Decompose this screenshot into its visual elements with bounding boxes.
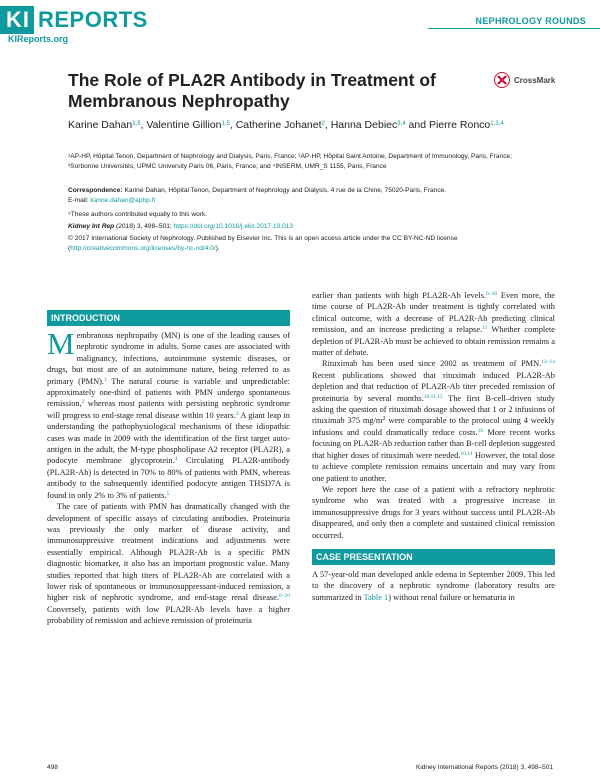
- author[interactable]: Karine Dahan: [68, 119, 133, 131]
- text: A giant leap in understanding the pathophysiological mechanisms of these idiopathic cases was made in 2009 with the identification of the first target auto-antigen in the adult, the M-type phospholipase A2 receptor (PLA2R), a podocyte membrane glycoprotein.: [47, 410, 290, 466]
- superscript: 2: [382, 416, 386, 423]
- crossmark-label: CrossMark: [514, 75, 556, 85]
- author-sup: 1,5: [221, 121, 230, 127]
- crossmark-badge[interactable]: [494, 72, 555, 88]
- logo-ki: KI: [0, 6, 34, 34]
- correspondence: [68, 186, 540, 206]
- author-list: Karine Dahan$^{1,5}$, Valentine Gillion$^{1,5}$, Catherine Johanet$^2$, Hanna Debiec$^{3,4}$ and Pierre Ronco$^{1,3,4}$: [68, 119, 504, 131]
- author-sup: 3,4: [397, 121, 406, 127]
- journal-header: [0, 0, 600, 46]
- crossmark-icon: [494, 72, 510, 88]
- text: whereas most patients with persisting nephrotic syndrome will progress to end-stage renal disease within 10 years.: [47, 399, 290, 420]
- correspondence-text: Karine Dahan, Hôpital Tenon, Department of Nephrology and Dialysis, 4 rue de la Chine, 75020-Paris, France.: [124, 187, 447, 194]
- author[interactable]: Catherine Johanet: [235, 119, 322, 131]
- author-and: and: [408, 119, 427, 131]
- email-link[interactable]: karine.dahan@aphp.fr: [90, 197, 156, 204]
- text: More recent works focusing on PLA2R-Ab reduction rather than B-cell depletion suggested that higher doses of rituximab were needed.: [312, 427, 555, 460]
- article-title: The Role of PLA2R Antibody in Treatment of Membranous Nephropathy: [68, 70, 436, 111]
- text: A 57-year-old man developed ankle edema in September 2009. This led to the discovery of a nephrotic syndrome (laboratory results are summarized in: [312, 569, 555, 602]
- text: embranous nephropathy (MN) is one of the leading causes of nephrotic syndrome in adults. Some cases are associated with malignancy, infections, autoimmune systemic diseases, or drugs, but most are of an autoimmune nature, being referred to as primary (PMN).: [47, 331, 290, 386]
- doi-link[interactable]: https://doi.org/10.1016/j.ekir.2017.10.013: [173, 223, 294, 230]
- author[interactable]: Hanna Debiec: [330, 119, 398, 131]
- ref-link[interactable]: 11: [482, 325, 488, 332]
- text: earlier than patients with high PLA2R-Ab levels.: [312, 291, 487, 300]
- license: [68, 234, 540, 254]
- left-column: [47, 310, 290, 627]
- section-heading-introduction: INTRODUCTION: [47, 310, 290, 326]
- ref-link[interactable]: 16: [477, 427, 484, 434]
- citation-journal: Kidney Int Rep: [68, 223, 115, 230]
- text: Whether complete depletion of PLA2R-Ab must be achieved to obtain remission remains a matter of debate.: [312, 325, 555, 358]
- table-link[interactable]: Table 1: [363, 592, 389, 602]
- text: Conversely, patients with low PLA2R-Ab levels have a higher probability of remission and achieve remission of proteinuria: [47, 604, 290, 626]
- intro-paragraph-2: [47, 501, 290, 626]
- text: Even more, the time course of PLA2R-Ab under treatment is tightly correlated with clinical outcome, with a decrease of PLA2R-Ab predicting clinical remission, and an increase predicting a relapse.: [312, 291, 555, 335]
- ref-link[interactable]: 3: [235, 410, 239, 417]
- correspondence-label: Correspondence:: [68, 187, 123, 194]
- author-sup: 1,5: [132, 121, 141, 127]
- ref-link[interactable]: 5: [166, 490, 170, 497]
- text: However, the total dose to achieve complete remission remains uncertain and may vary from one patient to another.: [312, 450, 556, 483]
- text: Rituximab has been used since 2002 as treatment of PMN.: [322, 359, 542, 369]
- footer-journal: Kidney International Reports (2018) 3, 498–501: [416, 764, 553, 771]
- ref-link[interactable]: 6–10: [486, 291, 498, 297]
- citation-ref: (2018) 3, 498–501;: [116, 223, 172, 230]
- text: We report here the case of a patient with a refractory nephrotic syndrome who was treated with a progressive increase in immunosuppressive drugs for 3 years without success until PLA2R-Ab disappeared, and only then a complete and sustained clinical remission occurred.: [312, 484, 555, 540]
- ref-link[interactable]: 10,11,15: [423, 393, 443, 400]
- affiliations: ¹AP-HP, Hôpital Tenon, Department of Nephrology and Dialysis, Paris, France; ²AP-HP, Hôpital Saint Antoine, Department of Immunology, Paris, France; ³Sorbonne Universités, UPMC University Paris 06, Paris, France; and ⁴INSERM, UMR_S 1155, Paris, France: [68, 153, 513, 170]
- email-label: E-mail:: [68, 197, 89, 204]
- text: The care of patients with PMN has dramatically changed with the development of specific assays of circulating antibodies. Proteinuria was previously the only marker of disease activity, and immunosuppressive treatment indications and adjustments were essentially empirical. Although PLA2R-Ab is a specific PMN diagnostic biomarker, it also has an important prognostic value. Many studies reported that high titers of PLA2R-Ab are correlated with a lower risk of spontaneous or immunosuppressant-induced remission, a higher risk of nephrotic syndrome, and end-stage renal disease.: [47, 502, 290, 603]
- right-column: [312, 290, 555, 603]
- text: ) without renal failure or hematuria in: [388, 592, 515, 602]
- section-heading-case-presentation: CASE PRESENTATION: [312, 549, 555, 565]
- section-label: NEPHROLOGY ROUNDS: [475, 16, 586, 26]
- intro-paragraph-1: [47, 326, 290, 501]
- right-paragraph-3: [312, 484, 555, 541]
- license-link[interactable]: http://creativecommons.org/licenses/by-nc-nd/4.0/: [70, 245, 216, 252]
- ref-link[interactable]: 2: [81, 399, 85, 406]
- text: were comparable to the protocol using 4 weekly infusions and could dramatically reduce costs.: [312, 416, 555, 437]
- footnote: ⁵These authors contributed equally to this work.: [68, 211, 208, 218]
- journal-logo[interactable]: [0, 6, 148, 34]
- text: Recent publications showed that rituximab induced PLA2R-Ab depletion and that reduction of PLA2R-Ab titer preceded remission of proteinuria by several months.: [312, 370, 555, 403]
- text: The first B-cell–driven study asking the question of rituximab dosage showed that 1 or 2 infusions of rituximab 375 mg/m: [312, 393, 555, 426]
- dropcap: M: [47, 326, 75, 361]
- right-paragraph-2: [312, 358, 555, 483]
- right-paragraph-1: [312, 290, 555, 358]
- ref-link[interactable]: 12–14: [541, 359, 555, 366]
- logo-reports: REPORTS: [38, 7, 148, 32]
- license-text: © 2017 International Society of Nephrology. Published by Elsevier Inc. This is an open access article under the CC BY-NC-ND license (: [68, 235, 458, 252]
- site-link[interactable]: KIReports.org: [8, 34, 69, 44]
- ref-link[interactable]: 10,11: [460, 450, 473, 457]
- license-close: ).: [215, 245, 220, 252]
- author-sup: 1,3,4: [490, 121, 504, 127]
- text: Circulating PLA2R-antibody (PLA2R-Ab) is detected in 70% to 80% of patients with PMN, whereas antibody to the subsequently identified podocyte antigen THSD7A is found in only 2% to 3% of patients.: [47, 456, 290, 500]
- text: The natural course is variable and unpredictable: approximately one-third of patients with PMN undergo spontaneous remission,: [47, 376, 290, 409]
- author[interactable]: Pierre Ronco: [428, 119, 491, 131]
- author[interactable]: Valentine Gillion: [146, 119, 222, 131]
- ref-link[interactable]: 6–10: [279, 593, 290, 600]
- page-number: 498: [47, 764, 58, 771]
- header-rule: [428, 28, 600, 29]
- case-paragraph-1: [312, 569, 555, 603]
- author-sup: 2: [321, 121, 325, 127]
- ref-link[interactable]: 4: [174, 456, 178, 463]
- ref-link[interactable]: 1: [104, 376, 107, 383]
- citation: [68, 222, 540, 232]
